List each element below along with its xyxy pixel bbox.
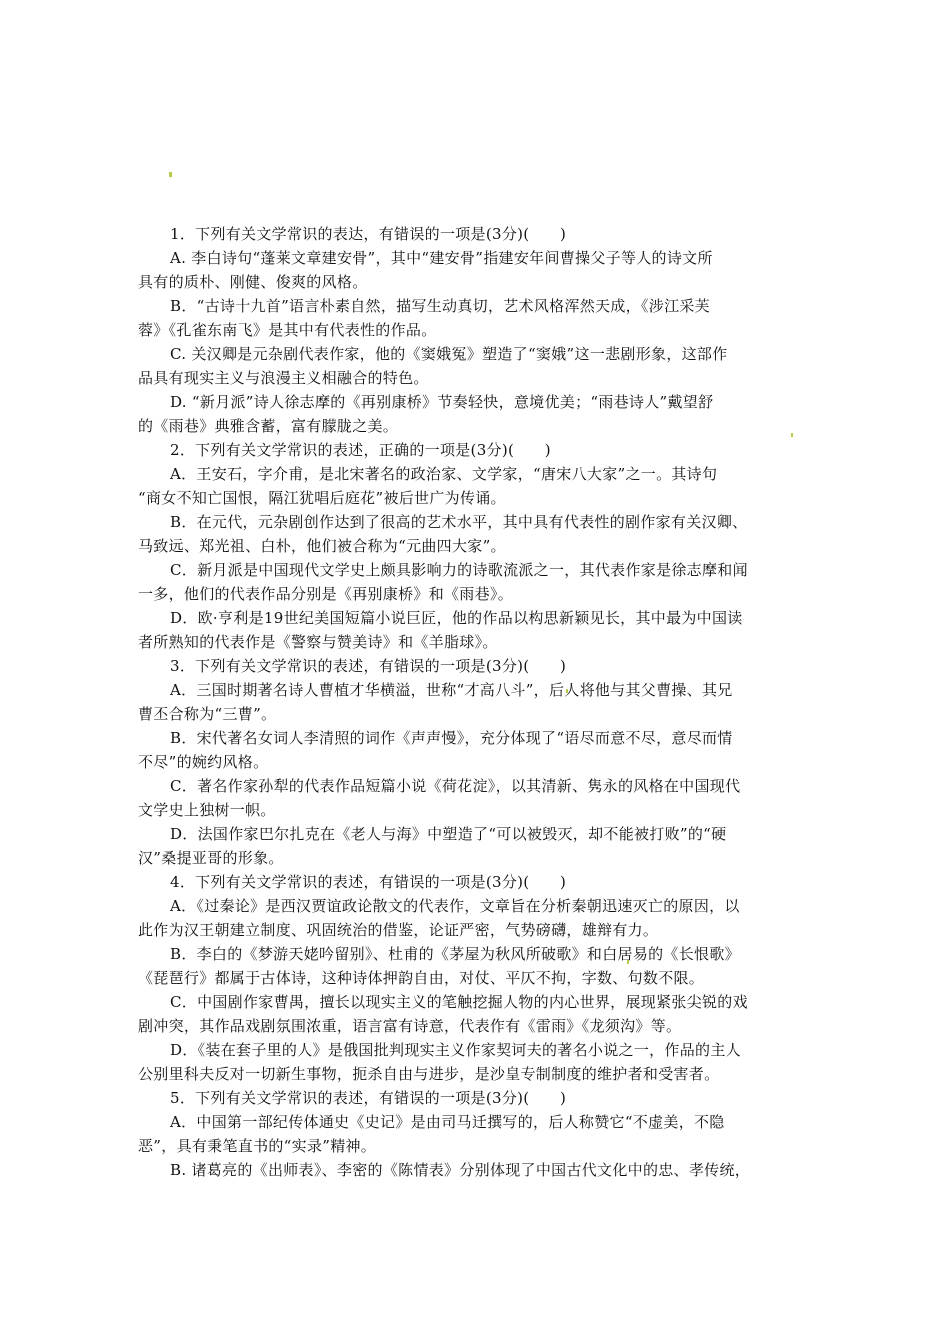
option-continuation: 品具有现实主义与浪漫主义相融合的特色。 [138, 369, 429, 387]
option-line: A．《过秦论》是西汉贾谊政论散文的代表作，文章旨在分析秦朝迅速灭亡的原因，以 [170, 897, 740, 915]
option-line: C．中国剧作家曹禺，擅长以现实主义的笔触挖掘人物的内心世界，展现紧张尖锐的戏 [170, 993, 748, 1011]
option-continuation: 文学史上独树一帜。 [138, 801, 276, 819]
option-continuation: 具有的质朴、刚健、俊爽的风格。 [138, 273, 368, 291]
option-line: A．中国第一部纪传体通史《史记》是由司马迁撰写的，后人称赞它“不虚美，不隐 [170, 1113, 725, 1131]
option-line: D. “新月派”诗人徐志摩的《再别康桥》节奏轻快，意境优美；“雨巷诗人”戴望舒 [170, 393, 714, 411]
question-stem: 4．下列有关文学常识的表述，有错误的一项是(3分)( ) [170, 873, 567, 891]
option-continuation: 《琵琶行》都属于古体诗，这种诗体押韵自由，对仗、平仄不拘，字数、句数不限。 [138, 969, 705, 987]
option-continuation: 的《雨巷》典雅含蓄，富有朦胧之美。 [138, 417, 399, 435]
question-stem: 2．下列有关文学常识的表述，正确的一项是(3分)( ) [170, 441, 551, 459]
scan-speck [169, 172, 172, 177]
option-continuation: 一多，他们的代表作品分别是《再别康桥》和《雨巷》。 [138, 585, 514, 603]
question-stem: 5．下列有关文学常识的表述，有错误的一项是(3分)( ) [170, 1089, 567, 1107]
option-line: D．《装在套子里的人》是俄国批判现实主义作家契诃夫的著名小说之一，作品的主人 [170, 1041, 741, 1059]
option-line: A. 李白诗句“蓬莱文章建安骨”，其中“建安骨”指建安年间曹操父子等人的诗文所 [170, 249, 713, 267]
option-continuation: 此作为汉王朝建立制度、巩固统治的借鉴，论证严密，气势磅礴，雄辩有力。 [138, 921, 659, 939]
option-continuation: 剧冲突，其作品戏剧氛围浓重，语言富有诗意，代表作有《雷雨》《龙须沟》等。 [138, 1017, 682, 1035]
option-line: C. 关汉卿是元杂剧代表作家，他的《窦娥冤》塑造了“窦娥”这一悲剧形象，这部作 [170, 345, 728, 363]
option-continuation: 者所熟知的代表作是《警察与赞美诗》和《羊脂球》。 [138, 633, 498, 651]
option-line: C．著名作家孙犁的代表作品短篇小说《荷花淀》，以其清新、隽永的风格在中国现代 [170, 777, 741, 795]
option-continuation: 汉”桑提亚哥的形象。 [138, 849, 284, 867]
option-continuation: 蓉》《孔雀东南飞》是其中有代表性的作品。 [138, 321, 437, 339]
option-line: C．新月派是中国现代文学史上颇具影响力的诗歌流派之一，其代表作家是徐志摩和闻 [170, 561, 748, 579]
option-line: B．在元代，元杂剧创作达到了很高的艺术水平，其中具有代表性的剧作家有关汉卿、 [170, 513, 748, 531]
question-stem: 1．下列有关文学常识的表达，有错误的一项是(3分)( ) [170, 225, 567, 243]
option-line: B．李白的《梦游天姥吟留别》、杜甫的《茅屋为秋风所破歌》和白居易的《长恨歌》 [170, 945, 740, 963]
option-continuation: 不尽”的婉约风格。 [138, 753, 269, 771]
question-stem: 3．下列有关文学常识的表述，有错误的一项是(3分)( ) [170, 657, 567, 675]
option-line: B．“古诗十九首”语言朴素自然，描写生动真切，艺术风格浑然天成，《涉江采芙 [170, 297, 710, 315]
option-continuation: 马致远、郑光祖、白朴，他们被合称为“元曲四大家”。 [138, 537, 506, 555]
option-line: D．欧·亨利是19世纪美国短篇小说巨匠，他的作品以构思新颖见长，其中最为中国读 [170, 609, 743, 627]
option-continuation: “商女不知亡国恨，隔江犹唱后庭花”被后世广为传诵。 [138, 489, 506, 507]
document-body [138, 222, 818, 1182]
option-continuation: 公别里科夫反对一切新生事物，扼杀自由与进步，是沙皇专制制度的维护者和受害者。 [138, 1065, 720, 1083]
option-continuation: 恶”，具有秉笔直书的“实录”精神。 [138, 1137, 377, 1155]
option-continuation: 曹丕合称为“三曹”。 [138, 705, 277, 723]
option-line: B. 诸葛亮的《出师表》、李密的《陈情表》分别体现了中国古代文化中的忠、孝传统， [170, 1161, 751, 1179]
option-line: A．王安石，字介甫，是北宋著名的政治家、文学家，“唐宋八大家”之一。其诗句 [170, 465, 718, 483]
option-line: B．宋代著名女词人李清照的词作《声声慢》，充分体现了“语尽而意不尽，意尽而情 [170, 729, 733, 747]
option-line: D．法国作家巴尔扎克在《老人与海》中塑造了“可以被毁灭，却不能被打败”的“硬 [170, 825, 727, 843]
option-line: A．三国时期著名诗人曹植才华横溢，世称“才高八斗”，后人将他与其父曹操、其兄 [170, 681, 733, 699]
